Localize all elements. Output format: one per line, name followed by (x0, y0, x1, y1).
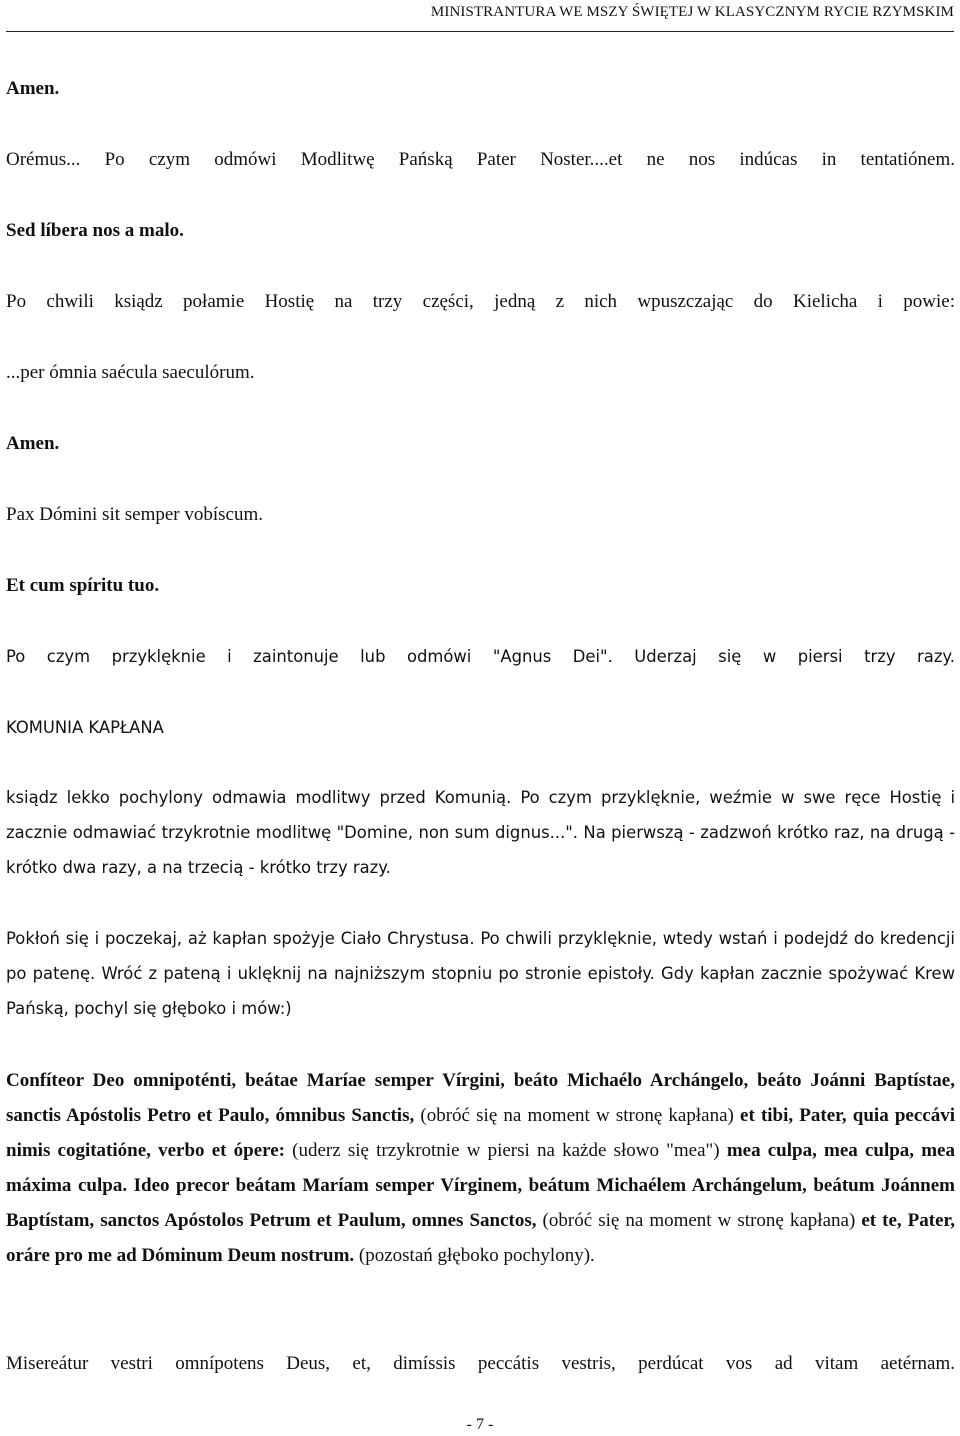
paragraph-communion-priest: ksiądz lekko pochylony odmawia modlitwy przed Komunią. Po czym przyklęknie, weźmie w swe ręce Hostię i zacznie odmawiać trzykrotnie modlitwę "Domine, non sum dignus...". Na pierwszą - zadzwoń krótko raz, na drugą - krótko dwa razy, a na trzecią - krótko trzy razy. (6, 788, 955, 877)
paragraph-confiteor (6, 1063, 955, 1273)
response-amen-1: Amen. (6, 78, 60, 99)
confiteor-rubric-2: (uderz się trzykrotnie w piersi na każde słowo "mea") (285, 1140, 727, 1161)
oremus-line: Orémus... Po czym odmówi Modlitwę Pańską Pater Noster....et ne nos indúcas in tentatiónem. (6, 149, 955, 170)
per-omnia-line: ...per ómnia saécula saeculórum. (6, 362, 255, 383)
running-header: MINISTRANTURA WE MSZY ŚWIĘTEJ W KLASYCZNYM RYCIE RZYMSKIM (430, 4, 954, 20)
section-heading: KOMUNIA KAPŁANA (6, 718, 164, 737)
paragraph-bow-instructions: Pokłoń się i poczekaj, aż kapłan spożyje Ciało Chrystusa. Po chwili przyklęknie, wtedy wstań i podejdź do kredencji po patenę. Wróć z pateną i uklęknij na najniższym stopniu po stronie epistoły. Gdy kapłan zacznie spożywać Krew Pańską, pochyl się głęboko i mów:) (6, 929, 955, 1018)
confiteor-text-2: et tibi, Pater, quia peccávi nimis cogitatióne, verbo et ópere: (6, 1105, 955, 1161)
confiteor-text-3: mea culpa, mea culpa, mea máxima culpa. Ideo precor beátam Maríam semper Vírginem, beátum Michaélem Archángelum, beátum Joánnem Baptístam, sanctos Apóstolos Petrum et Paulum, omnes Sanctos, (6, 1140, 955, 1231)
confiteor-rubric-1: (obróć się na moment w stronę kapłana) (414, 1105, 741, 1126)
confiteor-text-4: et te, Pater, oráre pro me ad Dóminum Deum nostrum. (6, 1210, 955, 1266)
pax-domini-line: Pax Dómini sit semper vobíscum. (6, 504, 264, 525)
confiteor-rubric-4: (pozostań głęboko pochylony). (354, 1245, 595, 1266)
response-et-cum-spiritu: Et cum spíritu tuo. (6, 575, 160, 596)
rubric-fraction: Po chwili ksiądz połamie Hostię na trzy części, jedną z nich wpuszczając do Kielicha i powie: (6, 291, 955, 312)
confiteor-rubric-3: (obróć się na moment w stronę kapłana) (536, 1210, 862, 1231)
page-number: - 7 - (466, 1416, 494, 1433)
header-rule (6, 31, 954, 32)
confiteor-text-1: Confíteor Deo omnipoténti, beátae Maríae semper Vírgini, beáto Michaélo Archángelo, beáto Joánni Baptístae, sanctis Apóstolis Petro et Paulo, ómnibus Sanctis, (6, 1070, 955, 1126)
response-amen-2: Amen. (6, 433, 60, 454)
misereatur-line: Misereátur vestri omnípotens Deus, et, dimíssis peccátis vestris, perdúcat vos ad vitam aetérnam. (6, 1353, 955, 1374)
response-libera: Sed líbera nos a malo. (6, 220, 184, 241)
rubric-agnus-dei: Po czym przyklęknie i zaintonuje lub odmówi "Agnus Dei". Uderzaj się w piersi trzy razy. (6, 647, 955, 666)
